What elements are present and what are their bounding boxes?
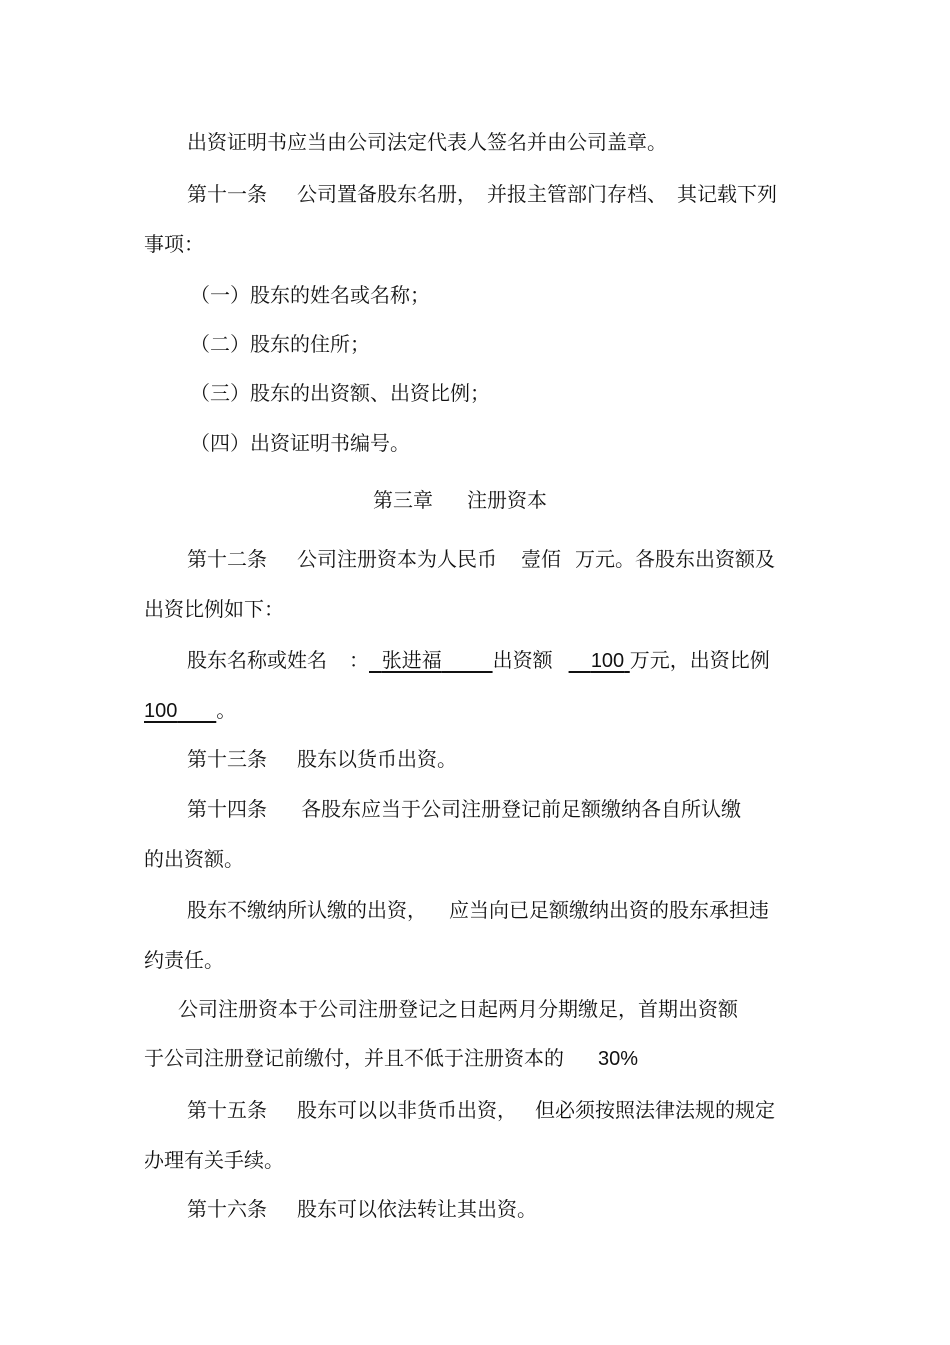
default-text-1: 股东不缴纳所认缴的出资， — [187, 898, 427, 922]
article-11-text-3: 其记载下列 — [677, 182, 777, 206]
amount-field — [569, 650, 630, 672]
article-11-text-2: 并报主管部门存档、 — [487, 182, 667, 206]
ratio-line — [144, 696, 236, 725]
article-12-text-1: 公司注册资本为人民币 — [297, 547, 497, 571]
chapter-heading — [373, 486, 547, 514]
shareholder-line — [187, 646, 770, 675]
article-13-text: 股东以货币出资。 — [297, 747, 457, 771]
amount-text: 万元，出资比例 — [629, 648, 770, 672]
article-12-continuation: 出资比例如下： — [144, 597, 284, 621]
paragraph-default — [187, 896, 769, 924]
list-item: （二）股东的住所； — [190, 332, 370, 356]
article-11 — [187, 180, 777, 208]
article-11-continuation: 事项： — [144, 232, 204, 256]
default-text-2: 应当向已足额缴纳出资的股东承担违 — [449, 898, 769, 922]
chapter-label: 第三章 — [373, 488, 433, 512]
shareholder-amount: 100 — [590, 650, 625, 672]
ratio-field — [144, 700, 216, 722]
shareholder-name-label: 股东名称或姓名 — [187, 648, 327, 672]
article-14 — [187, 795, 741, 823]
article-12-text-2: 万元。各股东出资额及 — [575, 547, 775, 571]
list-item: （一）股东的姓名或名称； — [190, 283, 430, 307]
capital-text: 于公司注册登记前缴付，并且不低于注册资本的 — [144, 1046, 564, 1070]
article-15-text-1: 股东可以以非货币出资， — [297, 1098, 517, 1122]
article-15-text-2: 但必须按照法律法规的规定 — [535, 1098, 775, 1122]
colon: ： — [349, 648, 369, 672]
article-13-label: 第十三条 — [187, 747, 267, 771]
article-15-continuation: 办理有关手续。 — [144, 1148, 284, 1172]
ratio-end: 。 — [216, 698, 237, 722]
article-16 — [187, 1195, 537, 1223]
article-14-continuation: 的出资额。 — [144, 847, 244, 871]
article-13 — [187, 745, 457, 773]
capital-percent: 30% — [598, 1048, 639, 1070]
shareholder-ratio: 100 — [144, 700, 178, 722]
list-item: （三）股东的出资额、出资比例； — [190, 381, 490, 405]
chapter-title: 注册资本 — [467, 488, 547, 512]
article-16-label: 第十六条 — [187, 1197, 267, 1221]
registered-capital-amount: 壹佰 — [521, 547, 561, 571]
article-14-text: 各股东应当于公司注册登记前足额缴纳各自所认缴 — [301, 797, 741, 821]
shareholder-name: 张进福 — [381, 648, 442, 672]
article-16-text: 股东可以依法转让其出资。 — [297, 1197, 537, 1221]
article-15 — [187, 1096, 775, 1124]
paragraph-capital-line-2 — [144, 1044, 638, 1073]
amount-label: 出资额 — [492, 648, 553, 672]
paragraph-capital-line-1: 公司注册资本于公司注册登记之日起两月分期缴足，首期出资额 — [178, 997, 738, 1021]
shareholder-name-field — [369, 648, 493, 672]
article-12-label: 第十二条 — [187, 547, 267, 571]
article-12 — [187, 545, 775, 573]
list-item: （四）出资证明书编号。 — [190, 431, 410, 455]
paragraph-signature: 出资证明书应当由公司法定代表人签名并由公司盖章。 — [187, 130, 667, 154]
article-11-label: 第十一条 — [187, 182, 267, 206]
article-11-text-1: 公司置备股东名册， — [297, 182, 477, 206]
article-14-label: 第十四条 — [187, 797, 267, 821]
paragraph-default-continuation: 约责任。 — [144, 948, 224, 972]
article-15-label: 第十五条 — [187, 1098, 267, 1122]
